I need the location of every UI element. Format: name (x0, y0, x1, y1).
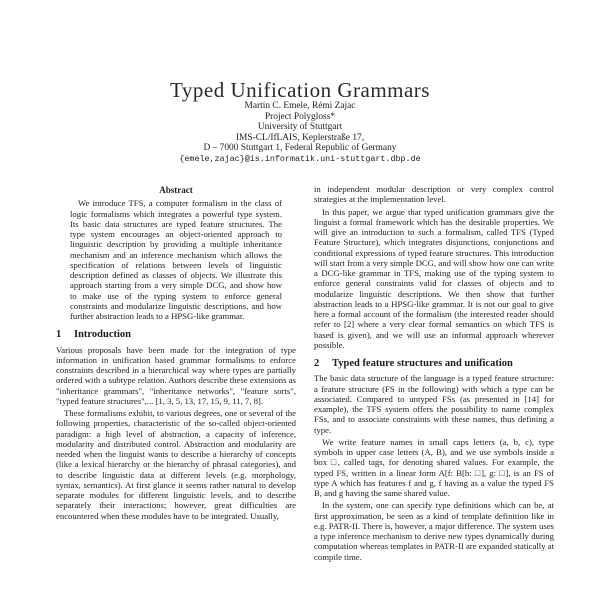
author-city: D – 7000 Stuttgart 1, Federal Republic of Germany (203, 143, 397, 154)
section-2-heading (314, 359, 554, 369)
abstract-heading: Abstract (159, 185, 193, 195)
author-university: University of Stuttgart (257, 122, 343, 133)
section-2-number: 2 (314, 358, 320, 369)
section-2-paragraph-1: The basic data structure of the language is a typed feature structure: a feature structure (FS in the following) with which a type can be associated. Compared to untyped FSs (as presented in [14] for example), the TFS system offers the possibility to name complex FSs, and to associate constraints with these names, thus defining a type. (314, 373, 554, 435)
section-1-heading (56, 330, 296, 340)
left-column (56, 185, 296, 523)
author-institute: IMS-CL/IfLAIS, Keplerstraße 17, (235, 132, 365, 143)
abstract-text: We introduce TFS, a computer formalism in the class of logic formalisms which integrates a powerful type system. Its basic data structures are typed feature structures. The type system encourages an object-oriented approach to linguistic description by providing a multiple inheritance mechanism and an inference mechanism which allows the specification of relations between levels of linguistic description defined as classes of objects. We illustrate this approach starting from a very simple DCG, and show how to make use of the typing system to enforce general constraints and modularize linguistic descriptions, and how further abstraction leads to a HPSG-like grammar. (70, 198, 282, 321)
section-1-number: 1 (56, 329, 62, 341)
author-block (0, 101, 600, 165)
paper-title: Typed Unification Grammars (170, 78, 430, 102)
section-2-paragraph-2: We write feature names in small caps letters (a, b, c), type symbols in upper case letters (A, B), and we use symbols inside a box □, called tags, for denoting shared values. For example, the typed FS, written in a linear form A[f: B[h: □], g: □], is an FS of type A which has features f and g, f having as a value the typed FS B, and g having the same shared value. (314, 436, 554, 498)
section-1-title: Introduction (74, 329, 131, 341)
author-email: {emele,zajac}@is.informatik.uni-stuttgart.dbp.de (179, 153, 421, 164)
right-column (314, 184, 554, 564)
intro-paragraph-2: In this paper, we argue that typed unification grammars give the linguist a formal framework which has the desirable properties. We will give an introduction to such a formalism, called TFS (Typed Feature Structure), which integrates disjunctions, conjunctions and conditional expressions of typed feature structures. This introduction will start from a very simple DCG, and will show how one can write a DCG-like grammar in TFS, making use of the typing system to enforce general constraints valid for classes of objects and to modularize linguistic descriptions. We then show that further abstraction leads to a HPSG-like grammar. It is not our goal to give here a formal account of the formalism (the interested reader should refer to [2] where a very clear formal semantics on which TFS is based is given), and we will use an informal approach wherever possible. (314, 206, 554, 350)
section-1-paragraph-2: These formalisms exhibit, to various degrees, one or several of the following properties, characteristic of the so-called object-oriented paradigm: a high level of abstraction, a capacity of inference, modularity and distributed control. Abstraction and modularity are needed when the linguist wants to describe a hierarchy of concepts (like a lexical hierarchy or the hierarchy of phrasal categories), and to describe linguistic data at different levels (e.g. morphology, syntax, semantics). At first glance it seems rather natural to develop separate modules for different linguistic levels, and to describe separately their interactions; however, great difficulties are encountered when these modules have to be integrated. Usually, (56, 408, 296, 521)
section-2-title: Typed feature structures and unification (332, 358, 513, 369)
author-names: Martin C. Emele, Rémi Zajac (244, 101, 356, 111)
continuation-text: in independent modular description or very complex control strategies at the implementation level. (314, 184, 554, 205)
author-project: Project Polygloss* (264, 111, 336, 122)
section-2-paragraph-3: In the system, one can specify type definitions which can be, at first approximation, be seen as a kind of template definition like in e.g. PATR-II. There is, however, a major difference. The system uses a type inference mechanism to derive new types dynamically during computation whereas templates in PATR-II are expanded statically at compile time. (314, 500, 554, 562)
section-1-paragraph-1: Various proposals have been made for the integration of type information in unification based grammar formalisms to enforce constraints described in a hierarchical way where types are partially ordered with a subtype relation. Authors describe these extensions as "inheritance grammars", "inheritance networks", "feature sorts", "typed feature structures",... [1, 3, 5, 13, 17, 15, 9, 11, 7, 8]. (56, 344, 296, 406)
